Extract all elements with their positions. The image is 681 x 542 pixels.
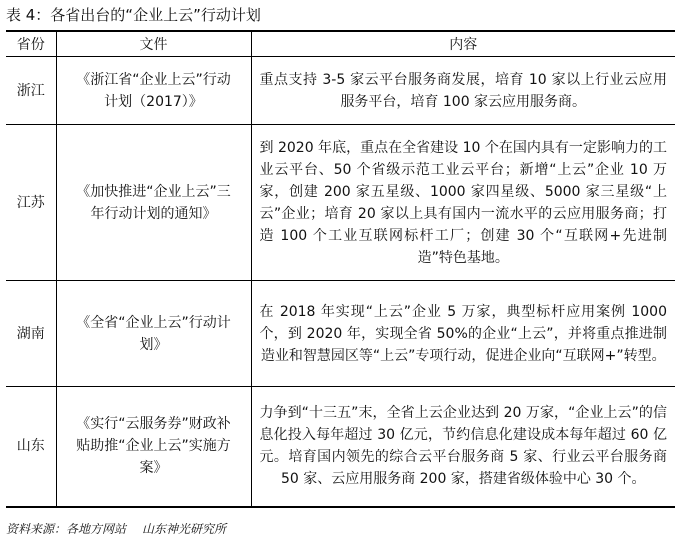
header-content: 内容 [251, 31, 675, 57]
province-cell: 浙江 [6, 57, 56, 125]
source-note [6, 520, 242, 538]
table-caption: 表 4：各省出台的“企业上云”行动计划 [6, 6, 261, 24]
header-document: 文件 [56, 31, 251, 57]
content-cell: 在 2018 年实现“上云”企业 5 万家，典型标杆应用案例 1000 个，到 2020 年，实现全省 50%的企业“上云”，并将重点推进制造业和智慧园区等“上云”专项行动，促进企业向“互联网+”转型。 [251, 281, 675, 387]
document-cell: 《浙江省“企业上云”行动计划（2017）》 [56, 57, 251, 125]
source-org: 山东神光研究所 [142, 522, 227, 536]
province-cell: 湖南 [6, 281, 56, 387]
source-label: 资料来源：各地方网站 [6, 522, 127, 536]
table-row [6, 281, 675, 387]
table-row [6, 57, 675, 125]
header-row [6, 31, 675, 57]
content-cell: 重点支持 3-5 家云平台服务商发展，培育 10 家以上行业云应用服务平台，培育 100 家云应用服务商。 [251, 57, 675, 125]
header-province: 省份 [6, 31, 56, 57]
document-cell: 《全省“企业上云”行动计划》 [56, 281, 251, 387]
policy-table-container [6, 30, 675, 508]
content-cell: 力争到“十三五”末，全省上云企业达到 20 万家，“企业上云”的信息化投入每年超过 30 亿元，节约信息化建设成本每年超过 60 亿元。培育国内领先的综合云平台服务商 5 家、行业云平台服务商 50 家、云应用服务商 200 家，搭建省级体验中心 30 个。 [251, 387, 675, 507]
province-cell: 江苏 [6, 125, 56, 281]
table-row [6, 125, 675, 281]
policy-table [6, 30, 675, 508]
document-cell: 《加快推进“企业上云”三年行动计划的通知》 [56, 125, 251, 281]
table-row [6, 387, 675, 507]
document-cell: 《实行“云服务券”财政补贴助推“企业上云”实施方案》 [56, 387, 251, 507]
province-cell: 山东 [6, 387, 56, 507]
content-cell: 到 2020 年底，重点在全省建设 10 个在国内具有一定影响力的工业云平台、50 个省级示范工业云平台；新增“上云”企业 10 万家，创建 200 家五星级、1000 家四星级、5000 家三星级“上云”企业；培育 20 家以上具有国内一流水平的云应用服务商；打造 100 个工业互联网标杆工厂；创建 30 个“互联网+先进制造”特色基地。 [251, 125, 675, 281]
